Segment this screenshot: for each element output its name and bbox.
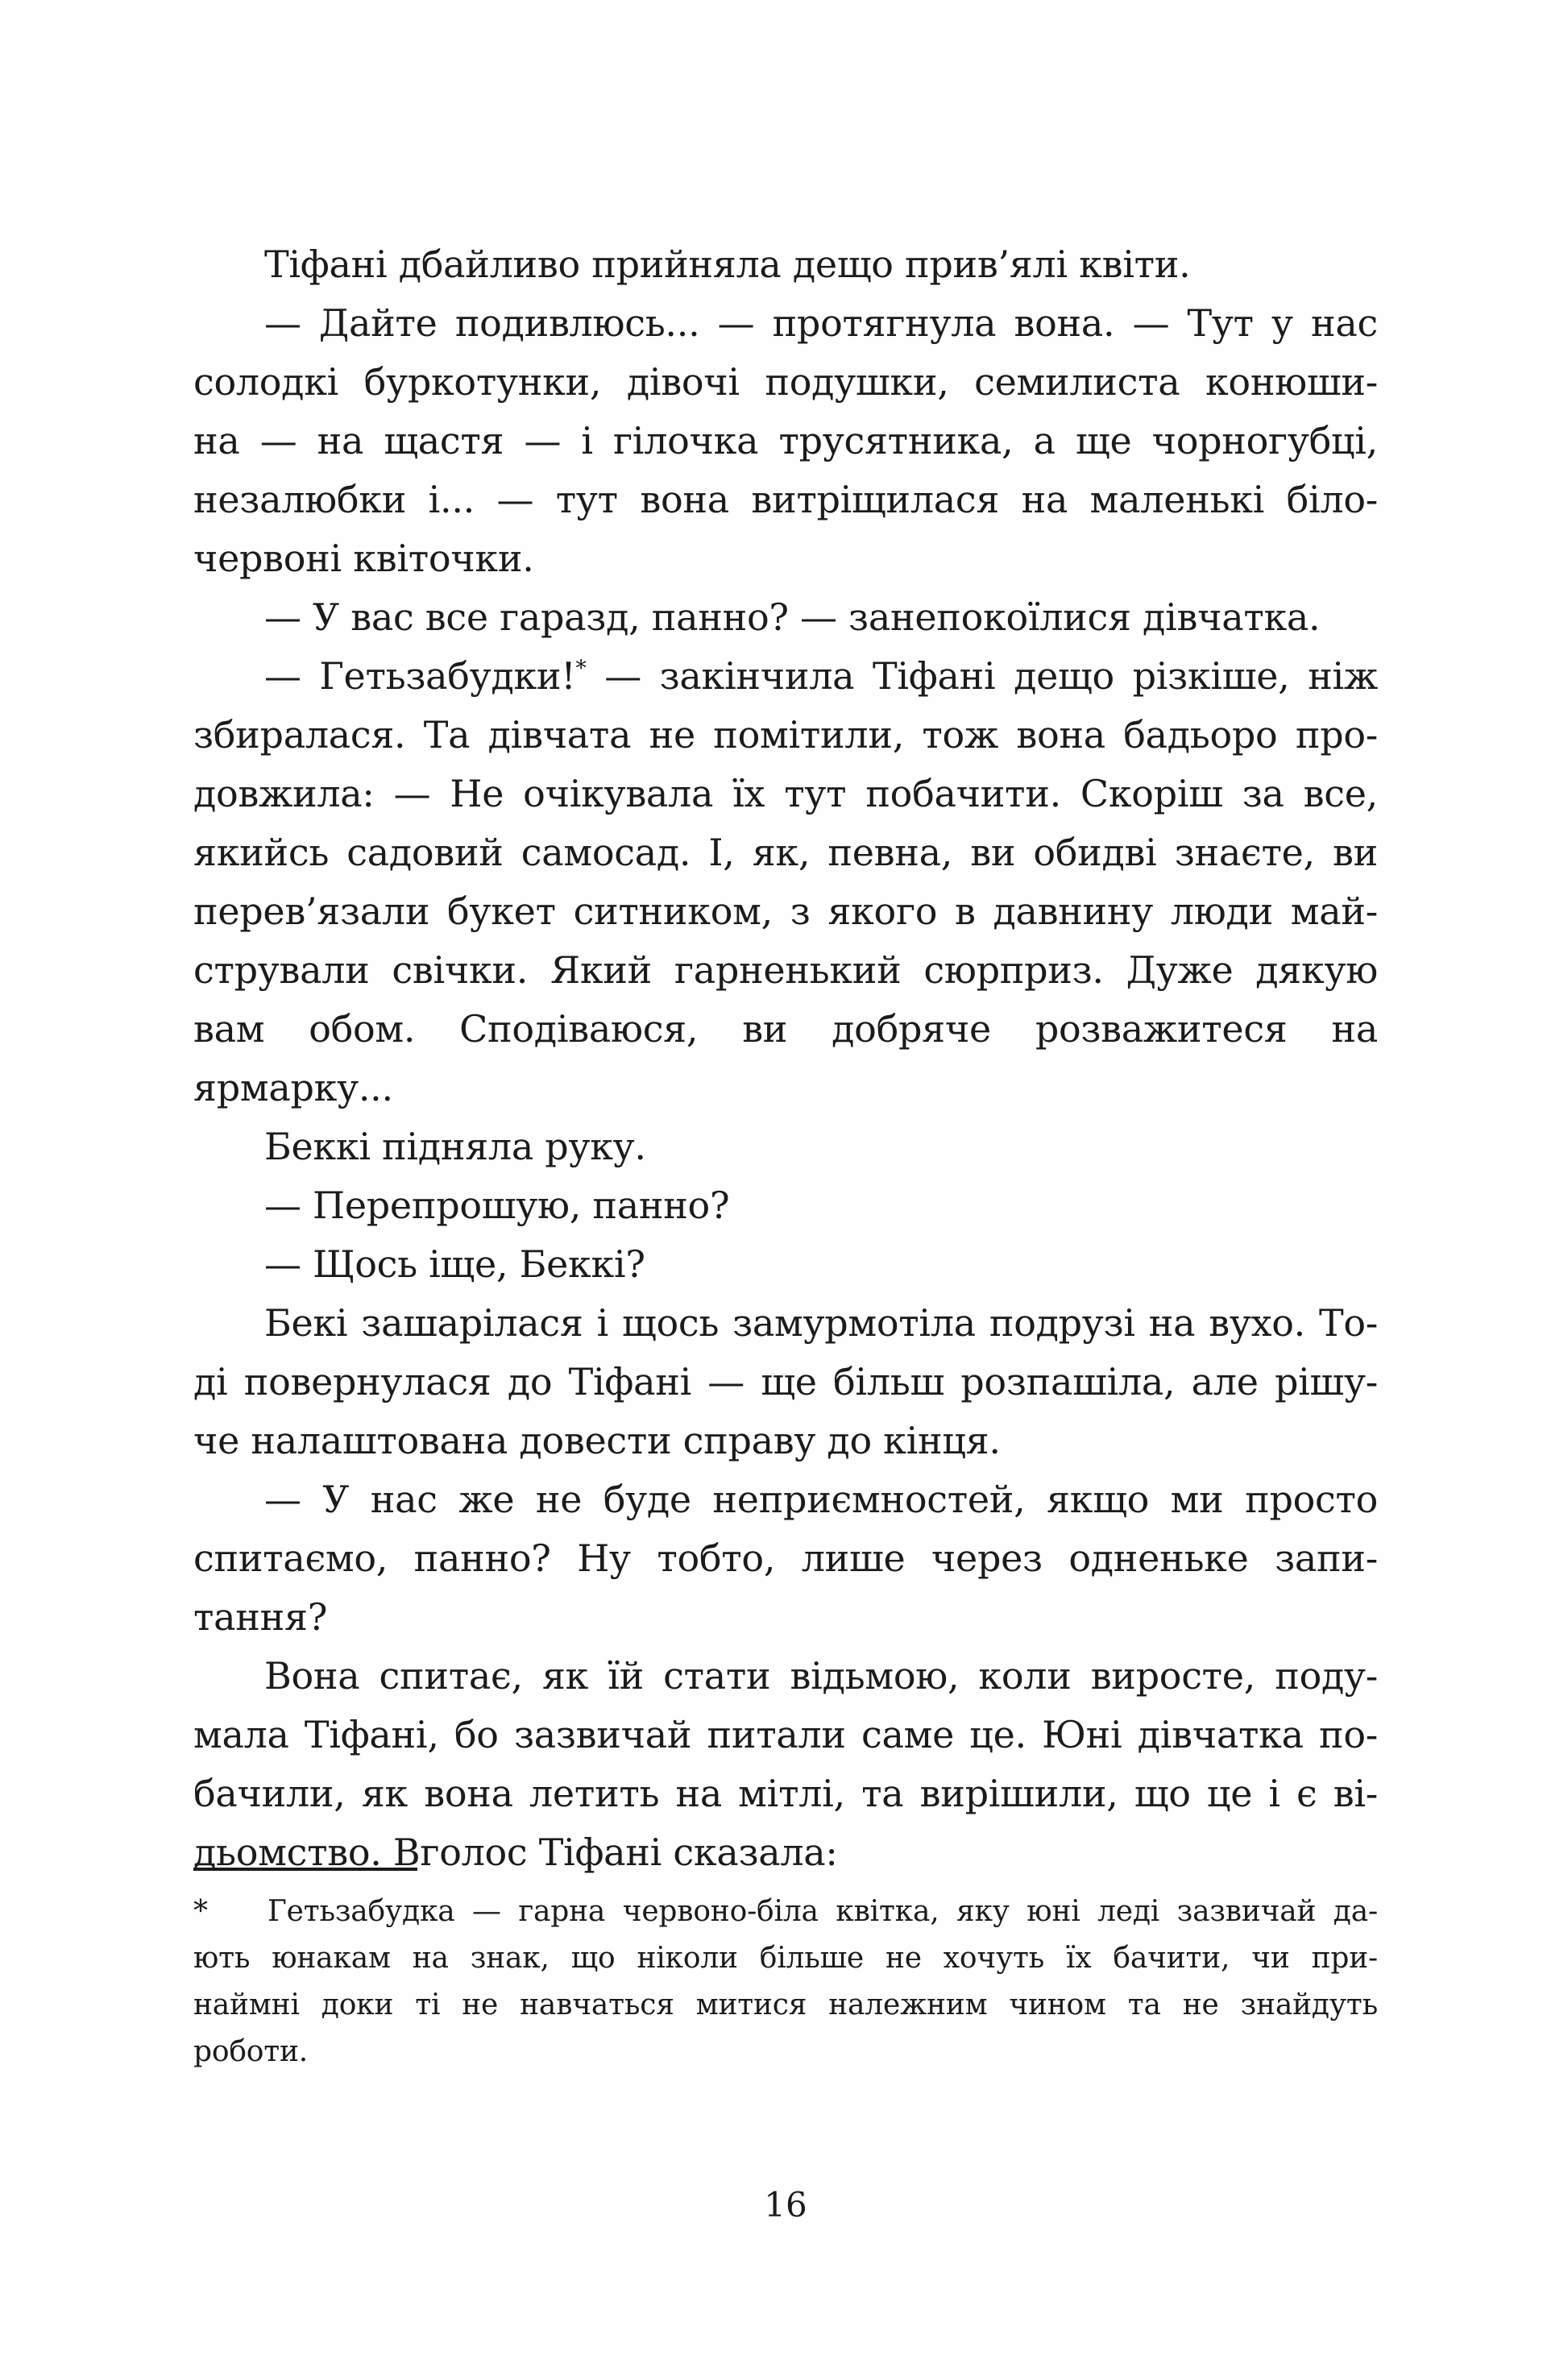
- text-line: Бекі зашарілася і щось замурмотіла подрузі на вухо. То-: [264, 1301, 1378, 1345]
- text-line: Беккі підняла руку.: [264, 1125, 646, 1168]
- page-number: 16: [764, 2185, 807, 2225]
- text-line: Вона спитає, як їй стати відьмою, коли виросте, поду-: [264, 1654, 1378, 1698]
- text-segment: — закінчила Тіфані дещо різкіше, ніж: [586, 654, 1378, 698]
- paragraph-3: [193, 588, 1378, 647]
- text-line: дьомство. Вголос Тіфані сказала:: [193, 1831, 838, 1874]
- body-text: [193, 235, 1378, 1882]
- paragraph-8: [193, 1294, 1378, 1470]
- text-line: незалюбки і... — тут вона витріщилася на маленькі біло-: [193, 478, 1378, 521]
- paragraph-5: [193, 1117, 1378, 1176]
- text-segment: — Гетьзабудки!: [264, 654, 576, 698]
- text-line: вам обом. Сподіваюся, ви добряче розважитеся на ярмарку...: [193, 1007, 1378, 1109]
- text-line: — У вас все гаразд, панно? — занепокоїлися дівчатка.: [264, 595, 1321, 639]
- text-line: мала Тіфані, бо зазвичай питали саме це. Юні дівчатка по-: [193, 1713, 1378, 1756]
- footnote: [193, 1889, 1378, 2075]
- paragraph-10: [193, 1647, 1378, 1882]
- text-line: тання?: [193, 1595, 328, 1639]
- text-line: солодкі буркотунки, дівочі подушки, семилиста конюши-: [193, 360, 1378, 404]
- text-line: збиралася. Та дівчата не помітили, тож вона бадьоро про-: [193, 713, 1378, 757]
- footnote-marker-asterisk: *: [193, 1895, 208, 1928]
- text-line: Тіфані дбайливо прийняла дещо прив’ялі квіти.: [264, 243, 1191, 286]
- text-line: бачили, як вона летить на мітлі, та вирішили, що це і є ві-: [193, 1772, 1378, 1815]
- text-line: — Перепрошую, панно?: [264, 1184, 730, 1227]
- text-line: довжила: — Не очікувала їх тут побачити. Скоріш за все,: [193, 772, 1378, 815]
- text-line: — Щось іще, Беккі?: [264, 1242, 645, 1286]
- footnote-separator: [193, 1868, 417, 1871]
- footnote-line: наймні доки ті не навчаться митися належним чином та не знайдуть: [193, 1988, 1378, 2021]
- paragraph-1: [193, 235, 1378, 294]
- footnote-line: роботи.: [193, 2035, 309, 2068]
- text-line: перев’язали букет ситником, з якого в давнину люди май-: [193, 889, 1378, 933]
- paragraph-2: [193, 294, 1378, 588]
- text-line: — Дайте подивлюсь... — протягнула вона. — Тут у нас: [264, 301, 1378, 345]
- text-line: червоні квіточки.: [193, 537, 534, 580]
- footnote-line: [193, 1889, 1378, 1935]
- footnote-line: ють юнакам на знак, що ніколи більше не хочуть їх бачити, чи при-: [193, 1942, 1378, 1975]
- paragraph-7: [193, 1235, 1378, 1294]
- text-line: якийсь садовий самосад. І, як, певна, ви обидві знаєте, ви: [193, 831, 1378, 874]
- text-line: че налаштована довести справу до кінця.: [193, 1419, 1001, 1462]
- text-line: ді повернулася до Тіфані — ще більш розпашіла, але рішу-: [193, 1360, 1378, 1404]
- text-line: — У нас же не буде неприємностей, якщо ми просто: [264, 1478, 1378, 1521]
- paragraph-9: [193, 1470, 1378, 1647]
- text-line: [193, 647, 1378, 706]
- paragraph-6: [193, 1176, 1378, 1235]
- text-segment: Гетьзабудка — гарна червоно-біла квітка, яку юні леді зазвичай да-: [268, 1895, 1378, 1928]
- text-line: стрували свічки. Який гарненький сюрприз. Дуже дякую: [193, 948, 1378, 992]
- footnote-reference-asterisk: *: [575, 656, 587, 682]
- text-line: на — на щастя — і гілочка трусятника, а ще чорногубці,: [193, 419, 1378, 462]
- paragraph-4: [193, 647, 1378, 1117]
- text-line: спитаємо, панно? Ну тобто, лише через одненьке запи-: [193, 1536, 1378, 1580]
